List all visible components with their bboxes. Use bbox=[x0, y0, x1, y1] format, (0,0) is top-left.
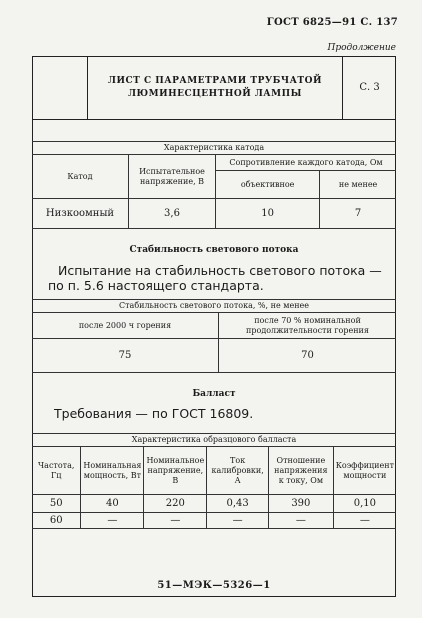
cell-cathode: Низкоомный bbox=[32, 199, 129, 229]
continued-label: Продолжение bbox=[327, 43, 396, 53]
col-resistance: Сопротивление каждого катода, Ом bbox=[216, 155, 397, 171]
table-row bbox=[32, 495, 396, 513]
ballast-table bbox=[32, 433, 396, 529]
sheet-title-line1: ЛИСТ С ПАРАМЕТРАМИ ТРУБЧАТОЙ bbox=[108, 75, 322, 86]
cell: — bbox=[207, 513, 269, 529]
sheet-title bbox=[87, 56, 343, 120]
table-row bbox=[32, 513, 396, 529]
sheet-title-line2: ЛЮМИНЕСЦЕНТНОЙ ЛАМПЫ bbox=[128, 88, 302, 99]
col-test-voltage: Испытательное напряжение, В bbox=[129, 155, 216, 199]
cell: — bbox=[333, 513, 396, 529]
cathode-table-caption: Характеристика катода bbox=[32, 142, 396, 155]
stability-heading: Стабильность светового потока bbox=[129, 245, 299, 255]
cell-min: 7 bbox=[320, 199, 396, 229]
stability-val1: 75 bbox=[32, 339, 219, 373]
cell: — bbox=[81, 513, 144, 529]
cell-objective: 10 bbox=[216, 199, 320, 229]
ballast-heading: Балласт bbox=[192, 389, 236, 399]
ballast-col-power: Номинальная мощность, Вт bbox=[81, 447, 144, 495]
stability-text: Испытание на стабильность светового потока — по п. 5.6 настоящего стандарта. bbox=[48, 263, 382, 293]
stability-caption: Стабильность светового потока, %, не менее bbox=[32, 300, 396, 313]
ballast-col-current: Ток калибровки, А bbox=[207, 447, 269, 495]
ballast-col-ratio: Отношение напряжения к току, Ом bbox=[269, 447, 334, 495]
cathode-table bbox=[32, 141, 396, 229]
ballast-col-power-factor: Коэффициент мощности bbox=[333, 447, 396, 495]
col-objective: объективное bbox=[216, 171, 320, 199]
sheet-page-number: С. 3 bbox=[343, 56, 396, 120]
stability-col2: после 70 % номинальной продолжительности горения bbox=[219, 313, 397, 339]
cell: 390 bbox=[269, 495, 334, 513]
cell: — bbox=[269, 513, 334, 529]
cell: 220 bbox=[144, 495, 207, 513]
ballast-col-frequency: Частота, Гц bbox=[32, 447, 81, 495]
cell: 50 bbox=[32, 495, 81, 513]
cell: 0,10 bbox=[333, 495, 396, 513]
cell: 60 bbox=[32, 513, 81, 529]
cell: — bbox=[144, 513, 207, 529]
cell: 40 bbox=[81, 495, 144, 513]
col-cathode: Катод bbox=[32, 155, 129, 199]
cell: 0,43 bbox=[207, 495, 269, 513]
ballast-col-voltage: Номинальное напряжение, В bbox=[144, 447, 207, 495]
ballast-caption: Характеристика образцового балласта bbox=[32, 434, 396, 447]
footer-code: 51—МЭК—5326—1 bbox=[157, 580, 271, 591]
title-left-cell bbox=[32, 56, 87, 120]
stability-table bbox=[32, 299, 396, 373]
stability-val2: 70 bbox=[219, 339, 397, 373]
header-code: ГОСТ 6825—91 С. 137 bbox=[266, 17, 398, 28]
ballast-text: Требования — по ГОСТ 16809. bbox=[54, 406, 254, 421]
cell-voltage: 3,6 bbox=[129, 199, 216, 229]
stability-col1: после 2000 ч горения bbox=[32, 313, 219, 339]
col-min: не менее bbox=[320, 171, 396, 199]
